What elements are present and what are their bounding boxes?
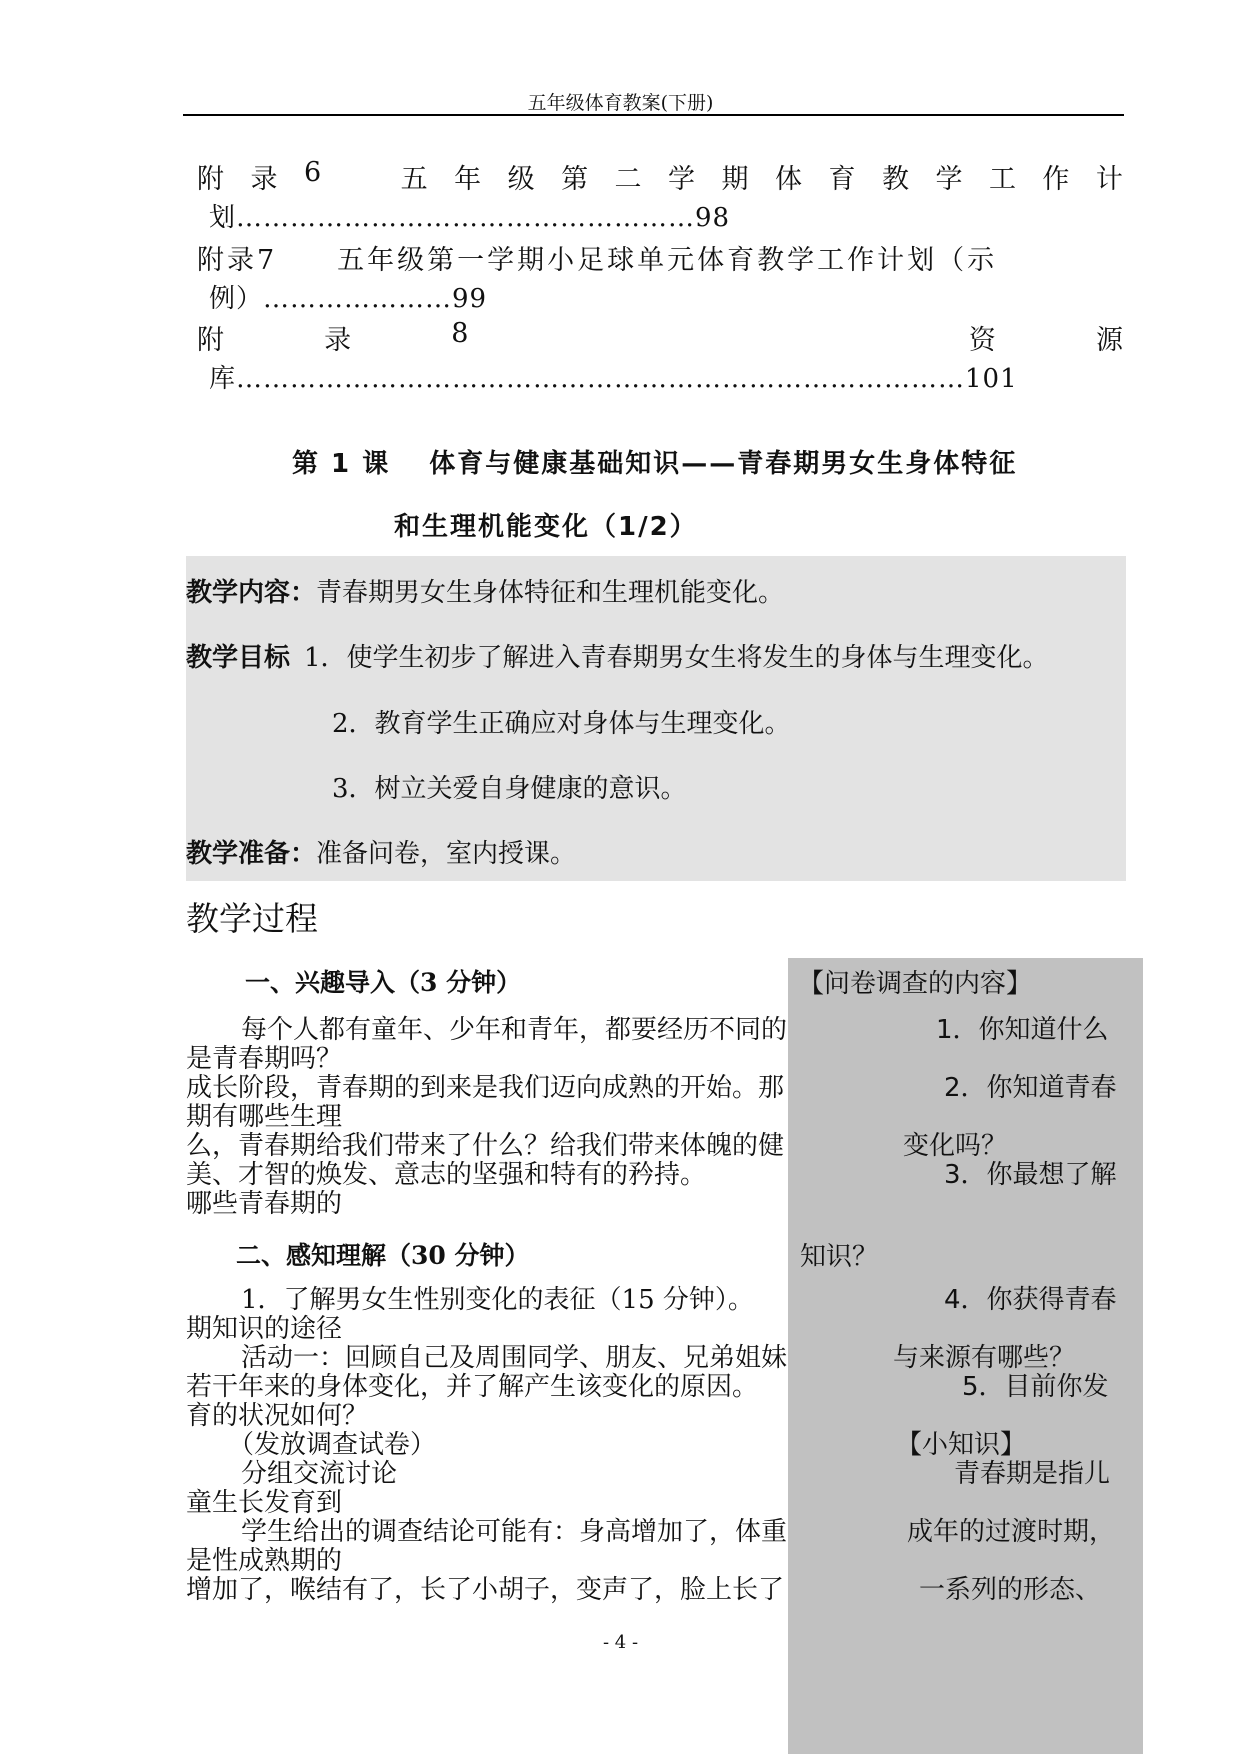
toc-entry-7-line1: 附录7 五年级第一学期小足球单元体育教学工作计划（示 [197,245,998,276]
p1-line-1: 每个人都有童年、少年和青年，都要经历不同的 [215,1015,788,1045]
toc-entry-7-line2[interactable]: 例）…………………99 [209,284,488,314]
toc-entry-6-line1 [197,157,1123,196]
toc-entry-8-line2[interactable]: 库………………………………………………………………………101 [209,364,1018,394]
teaching-prep-text: 准备问卷，室内授课。 [316,839,577,869]
p2-line-3: 若干年来的身体变化，并了解产生该变化的原因。 [186,1372,759,1402]
section-2-heading: 二、感知理解（30 分钟） [236,1241,530,1270]
p2-line-4: （发放调查试卷） [215,1430,437,1460]
sidebar-line: 5．目前你发 [962,1372,1109,1402]
sidebar-line: 育的状况如何？ [186,1401,369,1431]
sidebar-line: 知识？ [800,1242,879,1272]
toc-word: 工 [988,164,1016,195]
sidebar-line: 童生长发育到 [186,1488,343,1518]
toc-entry-6-line2[interactable]: 划……………………………………………98 [209,203,731,233]
toc-word: 体 [775,164,802,195]
sidebar-line: 4．你获得青春 [944,1285,1117,1315]
process-heading: 教学过程 [186,899,318,938]
toc-word: 源 [1095,325,1123,356]
sidebar-line: 期知识的途径 [186,1314,343,1344]
teaching-content-label: 教学内容： [186,578,317,608]
sidebar-line: 是青春期吗？ [186,1044,343,1074]
sidebar-line: 是性成熟期的 [186,1546,343,1576]
teaching-goal-2: 2．教育学生正确应对身体与生理变化。 [332,709,791,739]
sidebar-line: 成年的过渡时期， [907,1517,1116,1547]
p1-line-4: 美、才智的焕发、意志的坚强和特有的矜持。 [186,1160,707,1190]
p2-line-1: 1．了解男女生性别变化的表征（15 分钟）。 [215,1285,754,1315]
sidebar-line: 期有哪些生理 [186,1102,343,1132]
teaching-goals [186,637,1049,674]
toc-word: 育 [828,164,856,195]
teaching-goal-1: 1．使学生初步了解进入青春期男女生将发生的身体与生理变化。 [304,643,1049,673]
sidebar-line: 变化吗？ [903,1131,1008,1161]
toc-word: 8 [451,318,469,349]
toc-word: 6 [303,157,322,188]
page-number: - 4 - [602,1632,639,1653]
teaching-prep-label: 教学准备： [186,839,317,869]
toc-word: 五 [400,164,428,195]
sidebar-line: 与来源有哪些？ [893,1343,1076,1373]
toc-word: 资 [968,325,996,356]
teaching-goal-3: 3．树立关爱自身健康的意识。 [332,774,687,804]
teaching-goals-label: 教学目标 [186,643,291,673]
toc-word: 学 [935,164,963,195]
toc-word: 作 [1042,164,1070,195]
toc-word: 级 [507,164,535,195]
sidebar-survey-title: 【问卷调查的内容】 [798,969,1033,999]
toc-word: 期 [721,164,749,195]
p2-line-5: 分组交流讨论 [215,1459,398,1489]
p1-line-3: 么，青春期给我们带来了什么？给我们带来体魄的健 [186,1131,785,1161]
teaching-content-text: 青春期男女生身体特征和生理机能变化。 [316,578,785,608]
toc-word: 附 [197,325,224,356]
p2-line-7: 增加了，喉结有了，长了小胡子，变声了，脸上长了 [186,1575,785,1605]
sidebar-line: 青春期是指儿 [954,1459,1111,1489]
toc-word: 二 [614,164,642,195]
p2-line-6: 学生给出的调查结论可能有：身高增加了，体重 [215,1517,788,1547]
sidebar-line: 3．你最想了解 [944,1160,1117,1190]
sidebar-line: 一系列的形态、 [919,1575,1102,1605]
toc-word: 教 [881,164,909,195]
p2-line-2: 活动一：回顾自己及周围同学、朋友、兄弟姐妹 [215,1343,788,1373]
sidebar-line: 2．你知道青春 [944,1073,1117,1103]
lesson-title-line1: 第 1 课 体育与健康基础知识——青春期男女生身体特征 [292,449,1018,479]
toc-word: 计 [1095,164,1123,195]
toc-word: 附 [197,164,224,195]
toc-entry-8-line1 [197,318,1123,357]
lesson-title-line2: 和生理机能变化（1/2） [394,512,698,542]
section-1-heading: 一、兴趣导入（3 分钟） [245,968,522,997]
teaching-prep [186,833,576,870]
sidebar-line: 哪些青春期的 [186,1189,343,1219]
header-rule [183,114,1124,116]
sidebar-knowledge-title: 【小知识】 [896,1430,1027,1460]
sidebar-line: 1．你知道什么 [936,1015,1109,1045]
toc-word: 第 [561,164,589,195]
toc-word: 学 [668,164,696,195]
toc-word: 录 [324,325,352,356]
running-header: 五年级体育教案(下册) [527,92,714,114]
teaching-content [186,572,784,609]
toc-word: 年 [454,164,482,195]
toc-word: 录 [250,164,278,195]
p1-line-2: 成长阶段，青春期的到来是我们迈向成熟的开始。那 [186,1073,785,1103]
